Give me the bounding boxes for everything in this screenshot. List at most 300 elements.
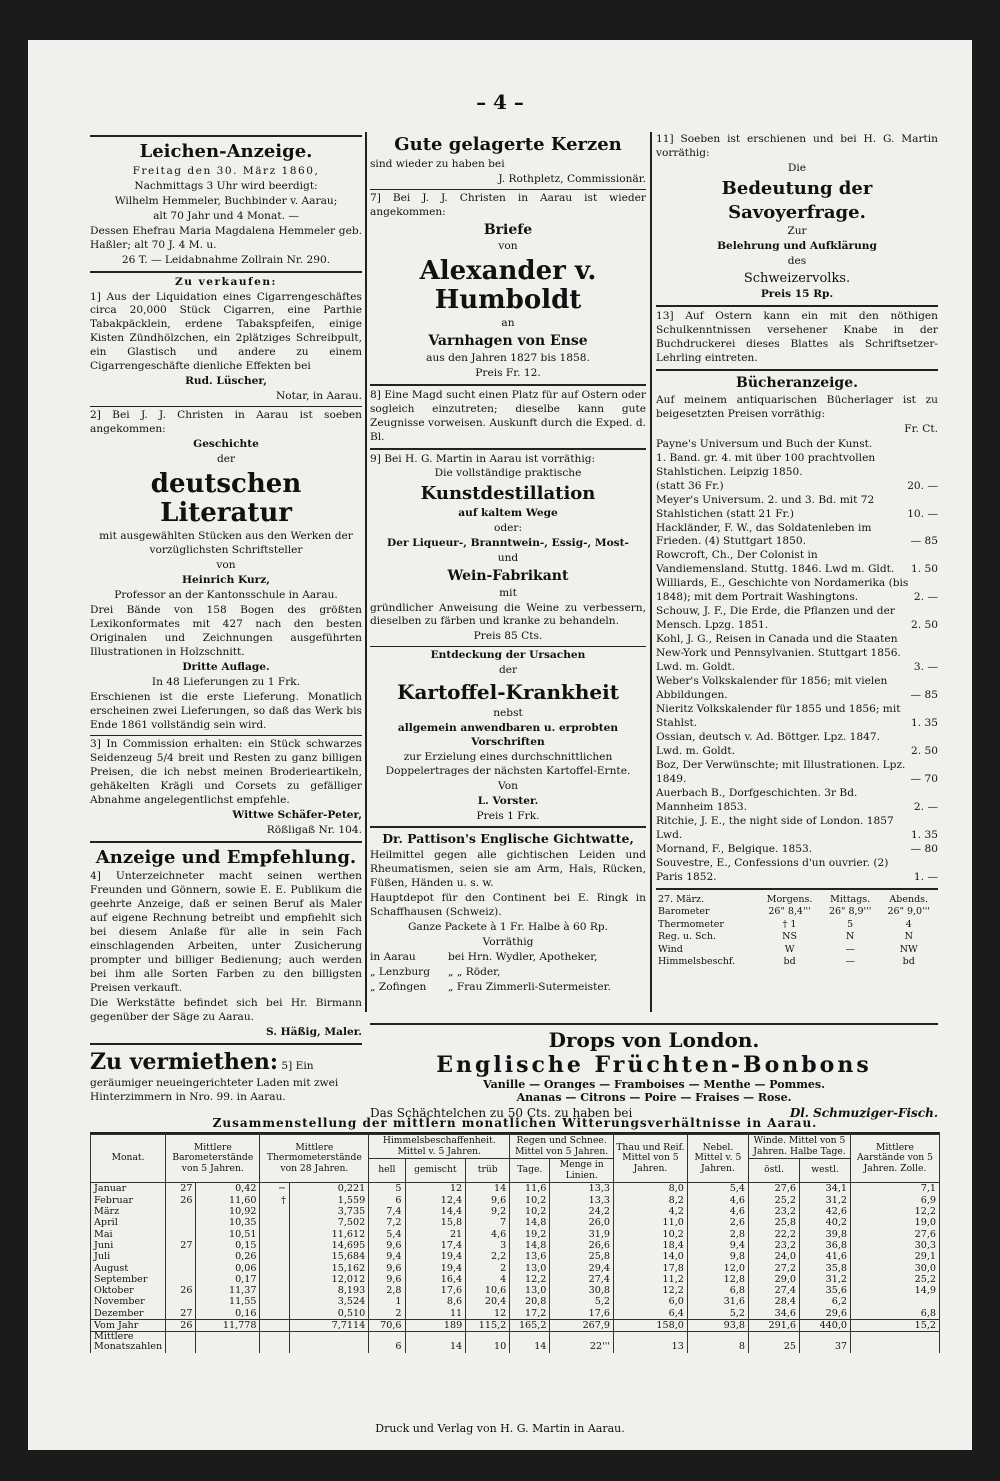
painter-notice-title: Anzeige und Empfehlung. (95, 846, 357, 868)
weather-value: † 1 (782, 918, 797, 930)
book-title: Payne's Universum und Buch der Kunst. (656, 437, 873, 450)
literature-line: Professor an der Kantonsschule in Aarau. (114, 589, 338, 602)
climate-cell: 10,6 (466, 1285, 510, 1296)
climate-cell: 17,8 (614, 1263, 688, 1274)
climate-cell (851, 1296, 940, 1307)
climate-cell: † (260, 1195, 289, 1206)
climate-cell: 27 (166, 1183, 196, 1195)
climate-cell: 0,16 (196, 1308, 260, 1320)
climate-cell (260, 1217, 289, 1228)
climate-average-cell (289, 1332, 368, 1353)
climate-cell: 41,6 (800, 1251, 851, 1262)
weather-header: Abends. (889, 893, 929, 905)
climate-cell: 8,0 (614, 1183, 688, 1195)
distill-price: Preis 85 Cts. (473, 630, 543, 643)
weather-row (656, 906, 938, 919)
climate-cell: 10,92 (196, 1206, 260, 1217)
weather-value: bd (783, 956, 796, 968)
climate-table (90, 1134, 940, 1353)
climate-cell: 9,2 (466, 1206, 510, 1217)
climate-cell: 12,8 (687, 1274, 748, 1285)
book-price: 2. — (913, 591, 938, 604)
distill-line: Der Liqueur-, Branntwein-, Essig-, Most- (387, 537, 629, 550)
silk-signature: Wittwe Schäfer-Peter, (232, 808, 362, 821)
climate-cell: 10,51 (196, 1229, 260, 1240)
climate-month: März (91, 1206, 166, 1217)
divider (370, 448, 646, 450)
book-title: Kohl, J. G., Reisen in Canada und die Staaten New-York und Pennsylvanien. Stuttgart 1856. Lwd. m. Goldt. (656, 633, 901, 674)
potato-title: Kartoffel-Krankheit (397, 680, 619, 705)
climate-cell: 12,0 (687, 1263, 748, 1274)
climate-average-cell: 22''' (550, 1332, 614, 1353)
death-line: Dessen Ehefrau Maria Magdalena Hemmeler geb. Haßler; alt 70 J. 4 M. u. (90, 224, 362, 251)
silk-notice-text: 3] In Commission erhalten: ein Stück schwarzes Seidenzeug 5/4 breit und Resten zu ganz billigen Preisen, die ich nebst meinen Broderieartikeln, gehäkelten Krägli und Corsets zu gefälliger Abnahme angelegentlichst empfehle. (90, 737, 362, 806)
book-title: Hackländer, F. W., das Soldatenleben im Frieden. (4) Stuttgart 1850. (656, 521, 872, 548)
climate-row (91, 1296, 940, 1307)
climate-cell: 12 (405, 1183, 466, 1195)
climate-summary (90, 1116, 940, 1353)
climate-cell: 2,6 (687, 1217, 748, 1228)
climate-cell: 2 (369, 1308, 405, 1320)
book-item (656, 843, 938, 857)
book-item (656, 787, 938, 815)
climate-cell: 14,8 (510, 1217, 550, 1228)
column-right (656, 132, 938, 969)
climate-cell: 7,502 (289, 1217, 368, 1228)
sale-text: 1] Aus der Liquidation eines Cigarrengeschäftes circa 20,000 Stück Cigarren, eine Parthie Tabakpäcklein, erdene Tabakspfeifen, einige Kisten Zündhölzchen, ein 2plätziges Schreibpult, ein Glastisch und andere zu einem Cigarrengeschäfte dienliche Effekten bei (90, 290, 362, 373)
climate-cell: 27,6 (749, 1183, 800, 1195)
book-list (656, 438, 938, 885)
climate-cell: 3,735 (289, 1206, 368, 1217)
climate-cell: 34,6 (749, 1308, 800, 1320)
climate-row (91, 1217, 940, 1228)
climate-cell: 1 (369, 1296, 405, 1307)
climate-average-cell (196, 1332, 260, 1353)
distill-line: Die vollständige praktische (434, 467, 582, 480)
weather-value: 4 (905, 918, 912, 930)
climate-cell: 10,35 (196, 1217, 260, 1228)
gout-dealer (370, 981, 646, 995)
climate-cell (260, 1229, 289, 1240)
climate-cell: 9,6 (466, 1195, 510, 1206)
drops-flavours: Ananas — Citrons — Poire — Fraises — Rose. (516, 1091, 792, 1104)
climate-cell: 31,2 (800, 1274, 851, 1285)
climate-cell: 11,612 (289, 1229, 368, 1240)
book-item (656, 815, 938, 843)
climate-cell: 17,6 (550, 1308, 614, 1320)
distill-line: und (497, 552, 519, 565)
climate-cell: 19,4 (405, 1251, 466, 1262)
letters-intro: 7] Bei J. J. Christen in Aarau ist wieder angekommen: (370, 191, 646, 218)
climate-cell: 26 (166, 1285, 196, 1296)
climate-cell: 8,193 (289, 1285, 368, 1296)
climate-row (91, 1285, 940, 1296)
climate-cell: 11,55 (196, 1296, 260, 1307)
climate-cell: 25,8 (550, 1251, 614, 1262)
savoy-line: des (787, 255, 807, 268)
weather-value: NS (782, 931, 797, 943)
savoy-line: Zur (787, 225, 807, 238)
climate-cell: 5,4 (369, 1229, 405, 1240)
climate-cell (260, 1240, 289, 1251)
climate-cell: 27 (166, 1240, 196, 1251)
climate-cell: 6,8 (687, 1285, 748, 1296)
climate-cell: 12,2 (851, 1206, 940, 1217)
climate-cell: 22,2 (749, 1229, 800, 1240)
book-title: Nieritz Volkskalender für 1855 und 1856; mit Stahlst. (656, 703, 901, 730)
climate-cell: 4,6 (466, 1229, 510, 1240)
climate-cell: 12 (466, 1308, 510, 1320)
climate-cell: 18,4 (614, 1240, 688, 1251)
death-line: alt 70 Jahr und 4 Monat. — (153, 209, 299, 222)
climate-cell: 93,8 (687, 1320, 748, 1332)
books-currency-header: Fr. Ct. (904, 422, 938, 435)
climate-average-cell: 10 (466, 1332, 510, 1353)
climate-cell (260, 1251, 289, 1262)
drops-seller: Dl. Schmuziger-Fisch. (789, 1106, 938, 1120)
climate-cell (166, 1229, 196, 1240)
header-days: Tage. (510, 1159, 550, 1183)
weather-row (656, 944, 938, 957)
weather-value: 5 (847, 918, 854, 930)
climate-cell: 12,2 (614, 1285, 688, 1296)
climate-cell: 11,6 (510, 1183, 550, 1195)
climate-month: April (91, 1217, 166, 1228)
climate-month: Oktober (91, 1285, 166, 1296)
climate-cell: 35,8 (800, 1263, 851, 1274)
climate-cell: 6,8 (851, 1308, 940, 1320)
drops-headline: Englische Früchten-Bonbons (436, 1052, 872, 1078)
book-price: 1. 50 (911, 563, 938, 576)
potato-line: Von (498, 779, 518, 792)
climate-cell: 28,4 (749, 1296, 800, 1307)
climate-row (91, 1263, 940, 1274)
candles-text: sind wieder zu haben bei (370, 157, 505, 170)
letters-line: an (501, 317, 515, 330)
apprentice-notice: 13] Auf Ostern kann ein mit den nöthigen Schulkenntnissen versehener Knabe in der Buchdruckerei dieses Blattes als Schriftsetzer-Lehrling eintreten. (656, 310, 938, 365)
header-west: westl. (800, 1159, 851, 1183)
climate-cell: 4,6 (687, 1206, 748, 1217)
climate-cell: 27,4 (550, 1274, 614, 1285)
candles-title: Gute gelagerte Kerzen (394, 134, 622, 155)
climate-cell: 0,42 (196, 1183, 260, 1195)
gout-title: Dr. Pattison's Englische Gichtwatte, (382, 831, 634, 847)
climate-cell (166, 1217, 196, 1228)
climate-cell: 19,2 (510, 1229, 550, 1240)
climate-cell: 6,4 (614, 1308, 688, 1320)
climate-cell: 40,2 (800, 1217, 851, 1228)
climate-cell: 27,4 (749, 1285, 800, 1296)
climate-cell: 12,012 (289, 1274, 368, 1285)
header-aar: Mittlere Aarstände von 5 Jahren. Zolle. (851, 1135, 940, 1183)
climate-cell: 13,0 (510, 1285, 550, 1296)
climate-cell: 5,2 (687, 1308, 748, 1320)
climate-cell: 42,6 (800, 1206, 851, 1217)
climate-cell: 4 (466, 1274, 510, 1285)
literature-title-line: der (216, 453, 236, 466)
book-title: Boz, Der Verwünschte; mit Illustrationen. Lpz. 1849. (656, 758, 906, 785)
climate-cell: 0,17 (196, 1274, 260, 1285)
climate-cell: 0,221 (289, 1183, 368, 1195)
sale-title: Zu verkaufen: (175, 275, 277, 288)
book-item (656, 759, 938, 787)
climate-cell: 5,2 (550, 1296, 614, 1307)
book-item (656, 494, 938, 522)
climate-average-cell: 8 (687, 1332, 748, 1353)
weather-value: 26" 9,0''' (887, 906, 930, 918)
literature-author: Heinrich Kurz, (182, 574, 270, 587)
climate-cell: 34,1 (800, 1183, 851, 1195)
candles-signature: J. Rothpletz, Commissionär. (498, 172, 646, 185)
climate-cell: 9,4 (369, 1251, 405, 1262)
painter-signature: S. Häßig, Maler. (265, 1026, 362, 1039)
climate-cell: 12,4 (405, 1195, 466, 1206)
distill-line: oder: (493, 522, 523, 535)
literature-note: Erschienen ist die erste Lieferung. Monatlich erscheinen zwei Lieferungen, so daß das Werk bis Ende 1861 vollständig sein wird. (90, 690, 362, 731)
climate-cell: 9,6 (369, 1240, 405, 1251)
climate-cell: 15,162 (289, 1263, 368, 1274)
potato-price: Preis 1 Frk. (476, 809, 540, 822)
column-rule-2 (650, 132, 652, 1012)
climate-cell: 8,6 (405, 1296, 466, 1307)
climate-cell: 7,2 (369, 1217, 405, 1228)
savoy-line: Schweizervolks. (743, 271, 851, 287)
climate-cell (166, 1251, 196, 1262)
weather-value: NW (899, 943, 918, 955)
book-price: 1. 35 (911, 717, 938, 730)
divider (90, 1043, 362, 1045)
climate-row (91, 1251, 940, 1262)
column-left (90, 132, 362, 1106)
weather-label: Barometer (658, 906, 710, 918)
climate-cell: 0,510 (289, 1308, 368, 1320)
climate-average-cell (851, 1332, 940, 1353)
climate-cell: 23,2 (749, 1240, 800, 1251)
climate-cell: 115,2 (466, 1320, 510, 1332)
climate-cell (166, 1296, 196, 1307)
climate-cell: 39,8 (800, 1229, 851, 1240)
climate-cell: 189 (405, 1320, 466, 1332)
weather-header: Morgens. (766, 893, 813, 905)
climate-cell: 30,0 (851, 1263, 940, 1274)
climate-month: Vom Jahr (91, 1320, 166, 1332)
death-time: Nachmittags 3 Uhr wird beerdigt: (134, 179, 318, 192)
climate-cell: 165,2 (510, 1320, 550, 1332)
climate-cell: 14,9 (851, 1285, 940, 1296)
climate-cell: 9,6 (369, 1274, 405, 1285)
climate-cell: 2,2 (466, 1251, 510, 1262)
book-title: Souvestre, E., Confessions d'un ouvrier. (2) Paris 1852. (656, 856, 889, 883)
climate-cell (260, 1274, 289, 1285)
climate-cell: 30,8 (550, 1285, 614, 1296)
climate-row (91, 1229, 940, 1240)
divider (90, 271, 362, 273)
climate-cell: 26 (166, 1320, 196, 1332)
header-month: Monat. (91, 1135, 166, 1183)
literature-title-line: Geschichte (193, 438, 259, 451)
climate-cell: 70,6 (369, 1320, 405, 1332)
painter-notice-text: 4] Unterzeichneter macht seinen werthen Freunden und Gönnern, sowie E. E. Publikum die geehrte Anzeige, daß er seinen Beruf als Maler auf eigene Rechnung betreibt und empfiehlt sich bei diesem Anlaße für alle in sein Fach einschlagenden Arbeiten, unter Zusicherung prompter und billiger Bedienung; auch werden bei ihm alle Sorten Farben zu den billigsten Preisen verkauft. (90, 870, 362, 995)
climate-cell: 20,8 (510, 1296, 550, 1307)
climate-cell: 0,26 (196, 1251, 260, 1262)
header-clear: hell (369, 1159, 405, 1183)
climate-cell: 2,8 (369, 1285, 405, 1296)
climate-cell: 29,0 (749, 1274, 800, 1285)
climate-cell: 17,6 (405, 1285, 466, 1296)
climate-cell: 9,6 (369, 1263, 405, 1274)
climate-cell: 6 (369, 1195, 405, 1206)
climate-cell: 158,0 (614, 1320, 688, 1332)
divider (90, 841, 362, 843)
book-item (656, 438, 938, 452)
potato-description: zur Erzielung eines durchschnittlichen Doppelertrages der nächsten Kartoffel-Ernte. (385, 750, 631, 777)
climate-cell: 8,2 (614, 1195, 688, 1206)
savoy-title: Bedeutung der Savoyerfrage. (721, 177, 873, 223)
book-item (656, 857, 938, 885)
drops-flavours: Vanille — Oranges — Framboises — Menthe — Pommes. (483, 1078, 825, 1091)
book-item (656, 549, 938, 577)
climate-cell (166, 1206, 196, 1217)
climate-cell: 7,7114 (289, 1320, 368, 1332)
potato-line: nebst (493, 706, 523, 719)
climate-month: November (91, 1296, 166, 1307)
death-line: 26 T. — Leidabnahme Zollrain Nr. 290. (121, 253, 331, 266)
climate-average-row (91, 1332, 940, 1353)
book-item (656, 452, 938, 480)
divider (90, 406, 362, 407)
books-intro: Auf meinem antiquarischen Bücherlager ist zu beigesetzten Preisen vorräthig: (656, 393, 938, 420)
book-item (656, 703, 938, 731)
climate-cell: 25,2 (851, 1274, 940, 1285)
weather-value: N (846, 931, 855, 943)
literature-intro: 2] Bei J. J. Christen in Aarau ist soeben angekommen: (90, 409, 362, 436)
savoy-line: Belehrung und Aufklärung (717, 240, 877, 253)
letters-price: Preis Fr. 12. (475, 366, 541, 379)
climate-row (91, 1183, 940, 1195)
climate-cell: 16,4 (405, 1274, 466, 1285)
climate-cell: 26,6 (550, 1240, 614, 1251)
divider (370, 1023, 938, 1025)
climate-cell: 5,4 (687, 1183, 748, 1195)
climate-average-cell: 25 (749, 1332, 800, 1353)
book-price: — 85 (910, 535, 938, 548)
climate-cell: 12,2 (510, 1274, 550, 1285)
climate-cell: 15,684 (289, 1251, 368, 1262)
climate-month: Februar (91, 1195, 166, 1206)
climate-cell: 4,2 (614, 1206, 688, 1217)
column-rule-1 (365, 132, 367, 1012)
potato-author: L. Vorster. (477, 794, 539, 807)
climate-row (91, 1240, 940, 1251)
climate-cell: 24,0 (749, 1251, 800, 1262)
climate-cell: 0,06 (196, 1263, 260, 1274)
climate-cell: 1,559 (289, 1195, 368, 1206)
sale-signature: Rud. Lüscher, (185, 375, 267, 388)
sale-signature-place: Notar, in Aarau. (276, 390, 362, 403)
daily-weather-table (656, 894, 938, 969)
books-title: Bücheranzeige. (736, 375, 858, 392)
book-price: 1. 35 (911, 828, 938, 841)
climate-cell: 11,60 (196, 1195, 260, 1206)
climate-month: September (91, 1274, 166, 1285)
climate-cell: 2,8 (687, 1229, 748, 1240)
climate-cell: 15,2 (851, 1320, 940, 1332)
climate-average-cell: 6 (369, 1332, 405, 1353)
climate-row (91, 1206, 940, 1217)
weather-label: Reg. u. Sch. (658, 931, 717, 943)
divider (90, 135, 362, 137)
book-price: — 80 (910, 842, 938, 855)
dealer-town: „ Zofingen (370, 980, 427, 993)
death-notice-title: Leichen-Anzeige. (139, 141, 313, 162)
humboldt-title: Alexander v. Humboldt (419, 256, 597, 315)
dealer-name: „ „ Röder, (448, 965, 501, 978)
header-fog: Nebel. Mittel v. 5 Jahren. (687, 1135, 748, 1183)
book-price: 10. — (907, 507, 938, 520)
gout-depot: Hauptdepot für den Continent bei E. Ringk in Schaffhausen (Schweiz). (370, 891, 646, 918)
page-number: – 4 – (476, 90, 524, 114)
distill-intro: 9] Bei H. G. Martin in Aarau ist vorräthig: (370, 452, 596, 465)
book-item (656, 633, 938, 675)
weather-row (656, 931, 938, 944)
weather-row (656, 956, 938, 969)
climate-cell: 31,2 (800, 1195, 851, 1206)
climate-average-cell (260, 1332, 289, 1353)
climate-cell: 440,0 (800, 1320, 851, 1332)
climate-cell: 25,2 (749, 1195, 800, 1206)
divider (370, 646, 646, 647)
climate-cell: 31,6 (687, 1296, 748, 1307)
rent-title: Zu vermiethen: (90, 1049, 278, 1076)
header-wind: Winde. Mittel von 5 Jahren. Halbe Tage. (749, 1135, 851, 1159)
divider (656, 305, 938, 307)
climate-cell: 6,9 (851, 1195, 940, 1206)
climate-cell: 11,2 (614, 1274, 688, 1285)
savoy-line: Die (787, 161, 807, 174)
climate-cell: 20,4 (466, 1296, 510, 1307)
death-line: Wilhelm Hemmeler, Buchbinder v. Aarau; (114, 194, 338, 207)
drops-price: Das Schächtelchen zu 50 Cts. zu haben bei (370, 1106, 633, 1120)
header-overcast: trüb (466, 1159, 510, 1183)
book-item (656, 731, 938, 759)
literature-line: von (216, 559, 236, 572)
climate-row (91, 1320, 940, 1332)
divider (90, 735, 362, 736)
book-item (656, 522, 938, 550)
book-title: 1. Band. gr. 4. mit über 100 prachtvollen Stahlstichen. Leipzig 1850. (656, 451, 876, 478)
climate-month: Januar (91, 1183, 166, 1195)
climate-cell: 21 (405, 1229, 466, 1240)
letters-years: aus den Jahren 1827 bis 1858. (426, 351, 590, 364)
climate-cell: 19,0 (851, 1217, 940, 1228)
climate-cell: 17,2 (510, 1308, 550, 1320)
distill-title: Kunstdestillation (420, 483, 596, 505)
header-amount: Menge in Linien. (550, 1159, 614, 1183)
climate-cell: 3,524 (289, 1296, 368, 1307)
weather-label: Thermometer (658, 918, 724, 930)
newspaper-page (28, 40, 972, 1450)
book-price: 3. — (913, 661, 938, 674)
climate-average-cell (166, 1332, 196, 1353)
gout-dealer (370, 966, 646, 980)
book-price: 20. — (907, 479, 938, 492)
climate-month: Mai (91, 1229, 166, 1240)
divider (370, 826, 646, 828)
dealer-town: in Aarau (370, 950, 416, 963)
divider (370, 189, 646, 190)
climate-cell: 27,6 (851, 1229, 940, 1240)
rent-text: 5] Ein geräumiger neueingerichteter Laden mit zwei Hinterzimmern in Nro. 99. in Aarau. (90, 1060, 339, 1104)
